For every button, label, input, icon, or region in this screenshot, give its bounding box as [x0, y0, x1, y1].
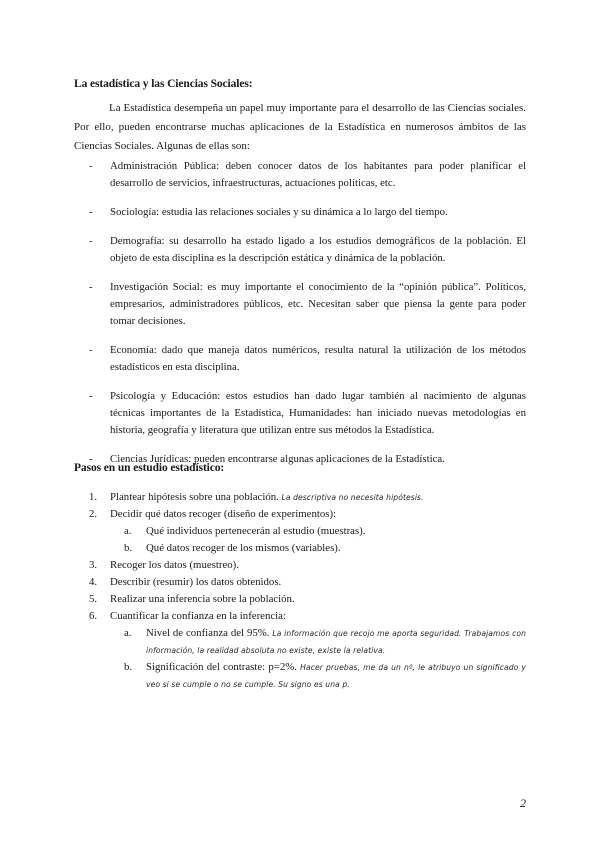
- sub-item: a. Qué individuos pertenecerán al estudio (muestras).: [124, 525, 366, 537]
- handwritten-note: Hacer pruebas, me da un nº, le atribuyo un significado y veo si se cumple o no se cumple. Su signo es una p.: [146, 663, 526, 689]
- step-item: 6. Cuantificar la confianza en la inferencia: a. Nivel de confianza del 95%. La información que recojo me aporta seguridad. Trabajamos con información, la realidad absoluta no existe, existe la relativa. b. Significación del contraste: p=2%. Hacer pruebas, me da un nº, le atribuyo un significado y veo si se cumple o no se cumple. Su signo es una p.: [74, 608, 526, 693]
- step-item: 1. Plantear hipótesis sobre una población. La descriptiva no necesita hipótesis.: [89, 491, 424, 503]
- steps-list: [74, 489, 526, 693]
- applications-list: [74, 158, 526, 480]
- list-item: - Ciencias Jurídicas: pueden encontrarse algunas aplicaciones de la Estadística.: [89, 453, 445, 465]
- sub-item: a. Nivel de confianza del 95%. La información que recojo me aporta seguridad. Trabajamos con información, la realidad absoluta no existe, existe la relativa.: [124, 627, 527, 655]
- sub-list: [74, 625, 526, 693]
- intro-paragraph: La Estadística desempeña un papel muy importante para el desarrollo de las Ciencias sociales. Por ello, pueden encontrarse muchas aplicaciones de la Estadística en numerosos ámbitos de las Ciencias Sociales. Algunas de ellas son:: [74, 102, 526, 152]
- section-heading-steps: Pasos en un estudio estadístico:: [74, 462, 225, 474]
- list-item: - Psicología y Educación: estos estudios han dado lugar también al nacimiento de algunas técnicas importantes de la Estadística, Humanidades: han iniciado nuevas metodologías en historia, geografía y literatura que utilizan entre sus métodos la Estadística.: [89, 390, 526, 436]
- list-item: - Sociología: estudia las relaciones sociales y su dinámica a lo largo del tiempo.: [89, 206, 448, 218]
- step-item: 5. Realizar una inferencia sobre la población.: [89, 593, 295, 605]
- list-item: - Demografía: su desarrollo ha estado ligado a los estudios demográficos de la población. El objeto de esta disciplina es la descripción estática y dinámica de la población.: [89, 235, 526, 264]
- step-item: 4. Describir (resumir) los datos obtenidos.: [89, 576, 282, 588]
- list-item: - Economía: dado que maneja datos numéricos, resulta natural la utilización de los métodos estadísticos en esta disciplina.: [89, 344, 526, 373]
- page-number: 2: [520, 796, 526, 810]
- list-item: - Administración Pública: deben conocer datos de los habitantes para poder planificar el desarrollo de servicios, infraestructuras, actuaciones políticas, etc.: [89, 160, 526, 189]
- list-item: - Investigación Social: es muy importante el conocimiento de la “opinión pública”. Políticos, empresarios, administradores públicos, etc. Necesitan saber que piensa la gente para poder tomar decisiones.: [89, 281, 526, 327]
- sub-list: [74, 523, 526, 557]
- sub-item: b. Qué datos recoger de los mismos (variables).: [124, 542, 341, 554]
- section-heading-statistics-social-sciences: La estadística y las Ciencias Sociales:: [74, 78, 253, 90]
- handwritten-note: La descriptiva no necesita hipótesis.: [281, 493, 424, 502]
- step-item: 2. Decidir qué datos recoger (diseño de experimentos): a. Qué individuos pertenecerán al estudio (muestras). b. Qué datos recoger de los mismos (variables).: [74, 506, 526, 557]
- handwritten-note: La información que recojo me aporta seguridad. Trabajamos con información, la realidad absoluta no existe, existe la relativa.: [146, 629, 527, 655]
- step-item: 3. Recoger los datos (muestreo).: [89, 559, 239, 571]
- sub-item: b. Significación del contraste: p=2%. Hacer pruebas, me da un nº, le atribuyo un significado y veo si se cumple o no se cumple. Su signo es una p.: [124, 661, 526, 689]
